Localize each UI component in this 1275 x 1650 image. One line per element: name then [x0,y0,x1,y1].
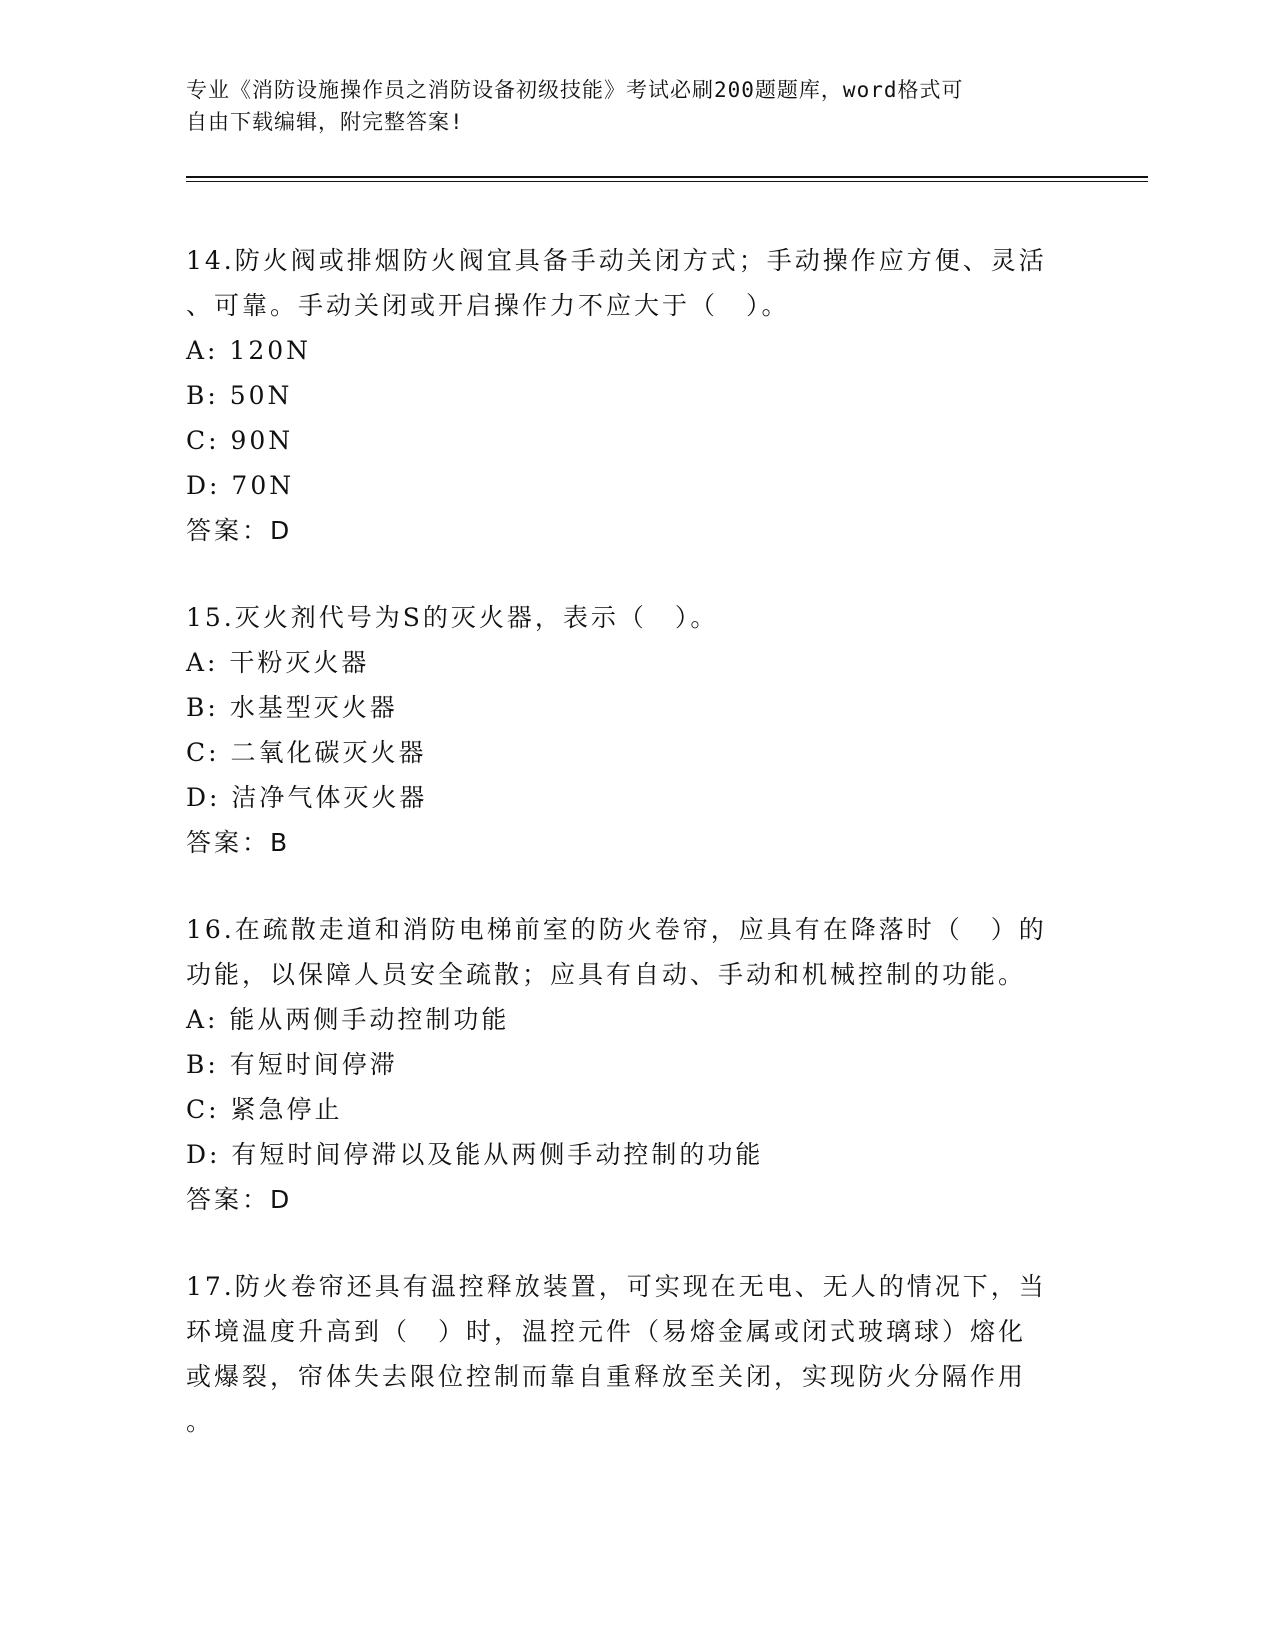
question-16 [186,907,1086,1222]
header-divider-thin [186,181,1148,182]
header-line-2: 自由下载编辑，附完整答案! [186,110,464,134]
option-a: A: 能从两侧手动控制功能 [186,1005,510,1034]
question-stem: 17.防火卷帘还具有温控释放装置，可实现在无电、无人的情况下，当 [186,1272,1047,1301]
document-header [186,74,1066,138]
option-b: B: 有短时间停滞 [186,1050,398,1079]
question-17 [186,1264,1086,1444]
answer-label: 答案：D [186,1185,293,1214]
option-c: C: 90N [186,426,294,455]
option-b: B: 水基型灭火器 [186,693,398,722]
question-stem: 16.在疏散走道和消防电梯前室的防火卷帘，应具有在降落时（ ）的 [186,915,1047,944]
option-d: D: 有短时间停滞以及能从两侧手动控制的功能 [186,1140,764,1169]
option-d: D: 70N [186,471,295,500]
question-list [186,238,1086,1486]
answer-label: 答案：D [186,516,293,545]
question-stem: 、可靠。手动关闭或开启操作力不应大于（ ）。 [186,291,790,320]
option-c: C: 二氧化碳灭火器 [186,738,427,767]
header-line-1: 专业《消防设施操作员之消防设备初级技能》考试必刷200题题库，word格式可 [186,78,964,102]
question-stem: 14.防火阀或排烟防火阀宜具备手动关闭方式；手动操作应方便、灵活 [186,246,1047,275]
option-c: C: 紧急停止 [186,1095,343,1124]
header-divider-thick [186,176,1148,178]
option-d: D: 洁净气体灭火器 [186,783,428,812]
answer-label: 答案：B [186,828,291,857]
question-stem: 环境温度升高到（ ）时，温控元件（易熔金属或闭式玻璃球）熔化 [186,1317,1027,1346]
question-stem: 。 [186,1407,215,1436]
question-stem: 15.灭火剂代号为S的灭火器，表示（ ）。 [186,603,719,632]
question-stem: 功能，以保障人员安全疏散；应具有自动、手动和机械控制的功能。 [186,960,1027,989]
option-a: A: 干粉灭火器 [186,648,370,677]
question-14 [186,238,1086,553]
question-stem: 或爆裂，帘体失去限位控制而靠自重释放至关闭，实现防火分隔作用 [186,1362,1027,1391]
option-b: B: 50N [186,381,293,410]
question-15 [186,595,1086,865]
option-a: A: 120N [186,336,312,365]
